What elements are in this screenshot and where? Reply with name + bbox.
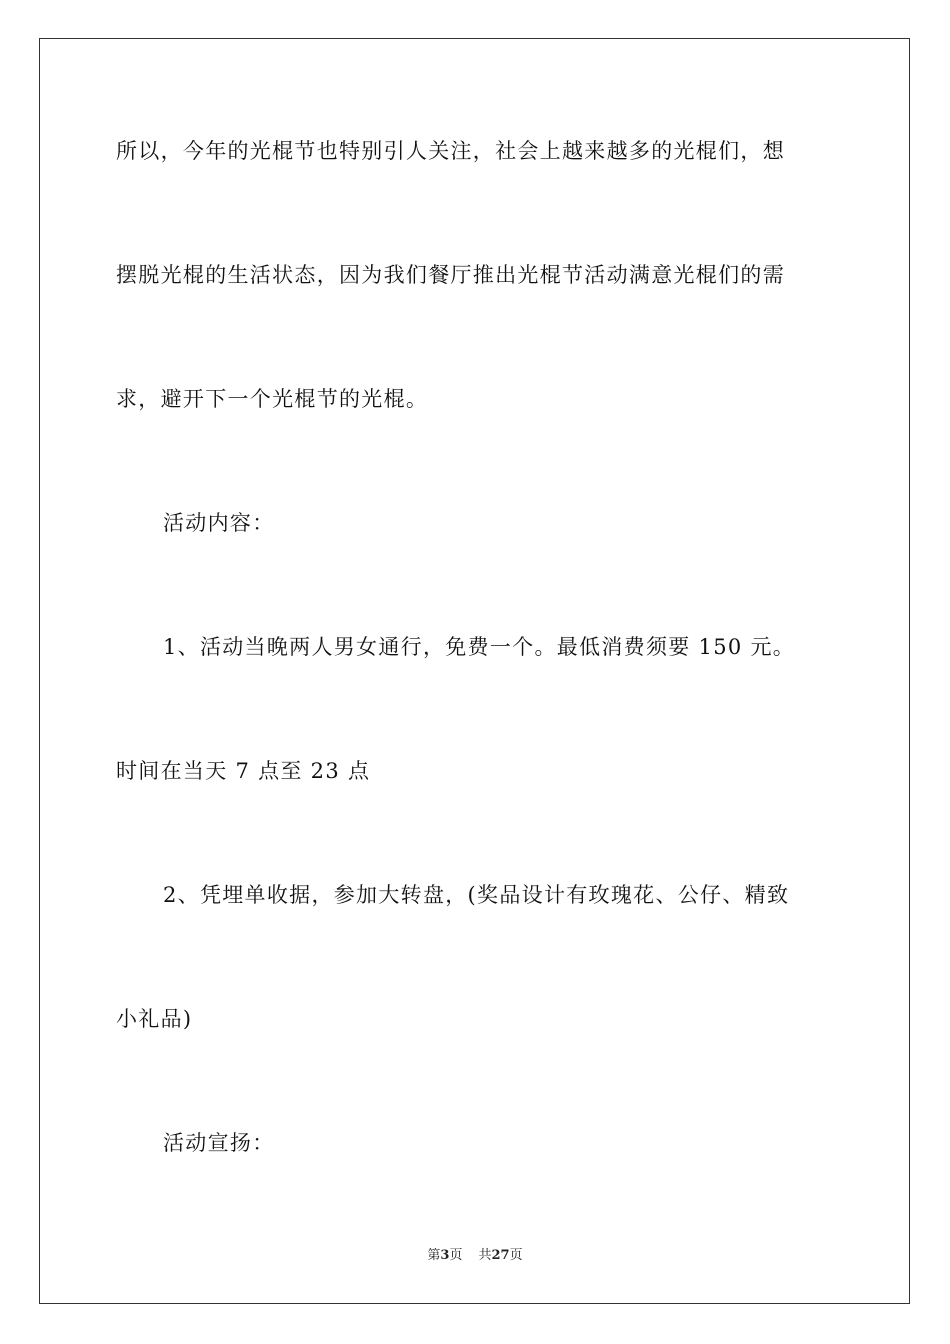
paragraph-line-2: 摆脱光棍的生活状态，因为我们餐厅推出光棍节活动满意光棍们的需 — [116, 263, 785, 287]
page-prefix: 第 — [427, 1248, 441, 1263]
section-heading-activity-content: 活动内容： — [163, 511, 275, 535]
item-2-line-1: 2、凭埋单收据，参加大转盘，(奖品设计有玫瑰花、公仔、精致 — [163, 883, 790, 907]
total-suffix: 页 — [509, 1248, 523, 1263]
paragraph-line-3: 求，避开下一个光棍节的光棍。 — [116, 387, 429, 411]
section-heading-activity-promotion: 活动宣扬： — [163, 1131, 275, 1155]
paragraph-line-1: 所以，今年的光棍节也特别引人关注，社会上越来越多的光棍们，想 — [116, 139, 785, 163]
item-2-line-2: 小礼品) — [116, 1007, 193, 1031]
item-1-line-1: 1、活动当晚两人男女通行，免费一个。最低消费须要 150 元。 — [163, 635, 796, 659]
page-suffix: 页 — [449, 1248, 463, 1263]
item-1-line-2: 时间在当天 7 点至 23 点 — [116, 759, 371, 783]
total-prefix: 共 — [478, 1248, 492, 1263]
total-pages: 27 — [491, 1248, 510, 1263]
page-number: 3 — [440, 1248, 450, 1263]
page-footer — [0, 1247, 950, 1265]
page-border — [39, 38, 910, 1304]
